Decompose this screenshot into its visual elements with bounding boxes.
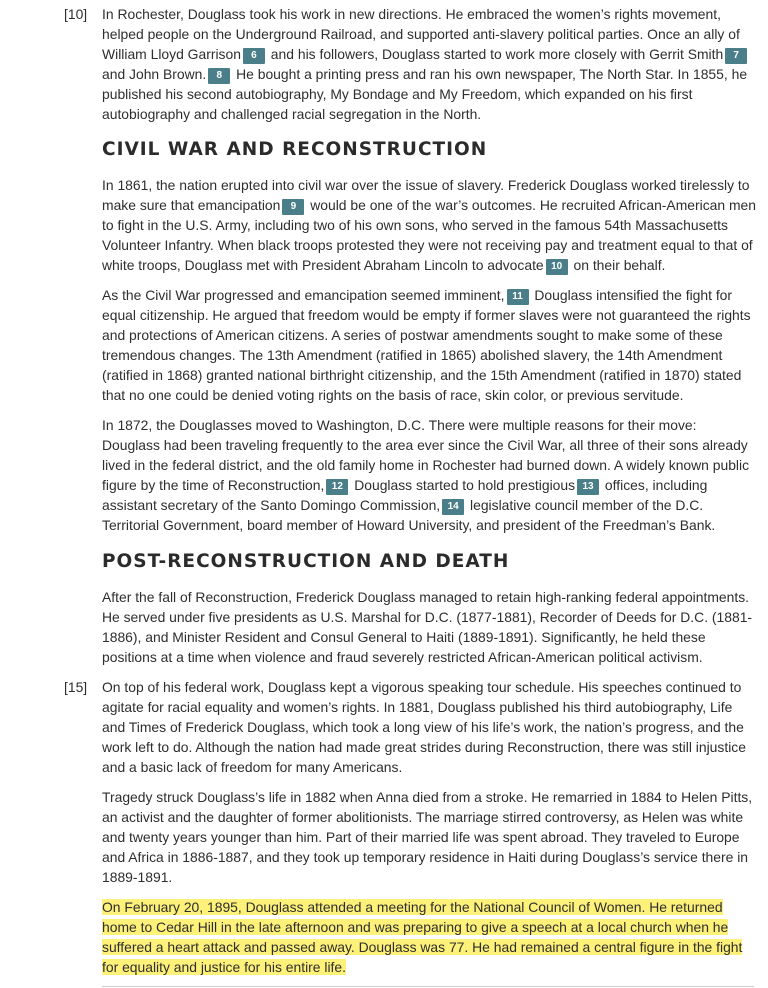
footnote-ref[interactable]: 9 [282,199,304,215]
footnote-ref[interactable]: 8 [208,68,230,84]
paragraph-death [102,897,756,977]
divider [102,986,754,987]
paragraph-number: [10] [64,6,88,22]
footnote-ref[interactable]: 6 [243,48,265,64]
paragraph-speaking-tour: On top of his federal work, Douglass kept a vigorous speaking tour schedule. His speeches continued to agitate for racial equality and women’s rights. In 1881, Douglass published his third autobiography, Life and Times of Frederick Douglass, which took a long view of his life’s work, the nation’s progress, and the work left to do. Although the nation had made great strides during Reconstruction, there was still injustice and a basic lack of freedom for many Americans. [102,679,746,775]
footnote-ref[interactable]: 10 [546,259,568,275]
footnote-ref[interactable]: 7 [725,48,747,64]
footnote-ref[interactable]: 11 [507,289,529,305]
section-heading: POST-RECONSTRUCTION AND DEATH [102,551,510,572]
paragraph-tragedy: Tragedy struck Douglass’s life in 1882 when Anna died from a stroke. He remarried in 1884 to Helen Pitts, an activist and the daughter of former abolitionists. The marriage stirred controversy, as Helen was white and twenty years younger than him. Part of their married life was spent abroad. They traveled to Europe and Africa in 1886-1887, and they took up temporary residence in Haiti during Douglass’s service there in 1889-1891. [102,789,753,885]
paragraph-post-reconstruction: After the fall of Reconstruction, Frederick Douglass managed to retain high-ranking federal appointments. He served under five presidents as U.S. Marshal for D.C. (1877-1881), Recorder of Deeds for D.C. (1881-1886), and Minister Resident and Consul General to Haiti (1889-1891). Significantly, he held these positions at a time when violence and fraud severely restricted African-American political activism. [102,589,753,665]
paragraph-civil-war: In 1861, the nation erupted into civil war over the issue of slavery. Frederick Douglass worked tirelessly to make sure that emancipation 9 would be one of the war’s outcomes. He recruited African-American men to fight in the U.S. Army, including two of his own sons, who served in the famous 54th Massachusetts Volunteer Infantry. When black troops protested they were not receiving pay and treatment equal to that of white troops, Douglass met with President Abraham Lincoln to advocate 10 on their behalf. [102,177,756,273]
paragraph-amendments: As the Civil War progressed and emancipation seemed imminent, 11 Douglass intensified the fight for equal citizenship. He argued that freedom would be empty if former slaves were not guaranteed the rights and protections of American citizens. A series of postwar amendments sought to make some of these tremendous changes. The 13th Amendment (ratified in 1865) abolished slavery, the 14th Amendment (ratified in 1868) granted national birthright citizenship, and the 15th Amendment (ratified in 1870) stated that no one could be denied voting rights on the basis of race, skin color, or previous servitude. [102,287,751,403]
footnote-ref[interactable]: 14 [442,499,464,515]
highlighted-text[interactable]: On February 20, 1895, Douglass attended a meeting for the National Council of Women. He returned home to Cedar Hill in the late afternoon and was preparing to give a speech at a local church when he suffered a heart attack and passed away. Douglass was 77. He had remained a central figure in the fight for equality and justice for his entire life. [102,899,743,975]
footnote-ref[interactable]: 13 [577,479,599,495]
paragraph-rochester: In Rochester, Douglass took his work in new directions. He embraced the women’s rights movement, helped people on the Underground Railroad, and supported anti-slavery political parties. Once an ally of William Lloyd Garrison 6 and his followers, Douglass started to work more closely with Gerrit Smith 7 and John Brown. 8 He bought a printing press and ran his own newspaper, The North Star. In 1855, he published his second autobiography, My Bondage and My Freedom, which expanded on his first autobiography and challenged racial segregation in the North. [102,6,748,122]
paragraph-number: [15] [64,679,88,695]
footnote-ref[interactable]: 12 [326,479,348,495]
section-heading: CIVIL WAR AND RECONSTRUCTION [102,139,488,160]
paragraph-washington: In 1872, the Douglasses moved to Washington, D.C. There were multiple reasons for their move: Douglass had been traveling frequently to the area ever since the Civil War, all three of their sons already lived in the federal district, and the old family home in Rochester had burned down. A widely known public figure by the time of Reconstruction, 12 Douglass started to hold prestigious 13 offices, including assistant secretary of the Santo Domingo Commission, 14 legislative council member of the D.C. Territorial Government, board member of Howard University, and president of the Freedman’s Bank. [102,417,750,533]
